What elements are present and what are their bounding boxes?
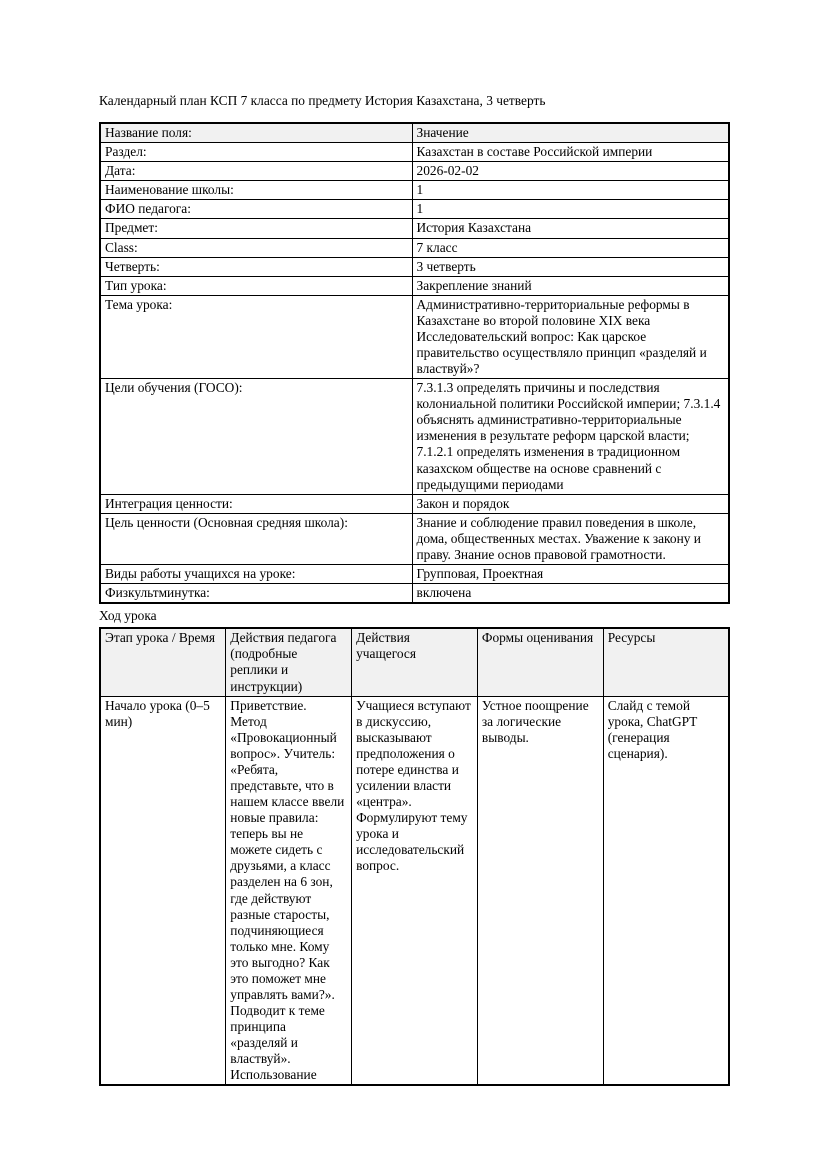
info-field-value: История Казахстана: [412, 219, 729, 238]
info-field-value: 7.3.1.3 определять причины и последствия колониальной политики Российской империи; 7.3.1.4 объяснять административно-территориальные изменения в результате реформ царской власти; 7.1.2.1 определять изменения в традиционном казахском обществе на основе сравнений с предыдущими периодами: [412, 379, 729, 495]
info-field-label: ФИО педагога:: [100, 200, 412, 219]
teacher-actions-cell: Приветствие. Метод «Провокационный вопрос». Учитель: «Ребята, представьте, что в нашем классе ввели новые правила: теперь вы не можете сидеть с друзьями, а класс разделен на 6 зон, где действуют разные старосты, подчиняющиеся только мне. Кому это выгодно? Как это поможет мне управлять вами?». Подводит к теме принципа «разделяй и властвуй». Использование: [226, 696, 352, 1085]
info-field-value: Знание и соблюдение правил поведения в школе, дома, общественных местах. Уважение к закону и праву. Знание основ правовой грамотности.: [412, 513, 729, 564]
info-row-class: [100, 238, 729, 257]
info-field-value: Групповая, Проектная: [412, 565, 729, 584]
info-field-label: Интеграция ценности:: [100, 494, 412, 513]
info-field-value: Закон и порядок: [412, 494, 729, 513]
info-field-value: 7 класс: [412, 238, 729, 257]
info-row-school: [100, 181, 729, 200]
info-field-value: 3 четверть: [412, 257, 729, 276]
lesson-flow-table: [99, 627, 730, 1086]
info-row-lesson-topic: [100, 295, 729, 378]
info-field-label: Цели обучения (ГОСО):: [100, 379, 412, 495]
info-field-value: 1: [412, 181, 729, 200]
info-row-data: [100, 162, 729, 181]
info-field-label: Тип урока:: [100, 276, 412, 295]
info-row-lesson-type: [100, 276, 729, 295]
info-row-work-types: [100, 565, 729, 584]
lesson-header-resources: Ресурсы: [603, 628, 729, 696]
info-field-label: Виды работы учащихся на уроке:: [100, 565, 412, 584]
info-header-field: Название поля:: [100, 123, 412, 143]
info-field-value: включена: [412, 584, 729, 604]
info-header-row: [100, 123, 729, 143]
info-field-label: Наименование школы:: [100, 181, 412, 200]
info-header-value: Значение: [412, 123, 729, 143]
info-field-value: 1: [412, 200, 729, 219]
stage-cell: Начало урока (0–5 мин): [100, 696, 226, 1085]
info-row-razdel: [100, 143, 729, 162]
info-field-label: Раздел:: [100, 143, 412, 162]
info-row-values-integration: [100, 494, 729, 513]
student-actions-cell: Учащиеся вступают в дискуссию, высказывают предположения о потере единства и усилении власти «центра». Формулируют тему урока и исследовательский вопрос.: [352, 696, 478, 1085]
lesson-header-teacher-actions: Действия педагога (подробные реплики и инструкции): [226, 628, 352, 696]
assessment-cell: Устное поощрение за логические выводы.: [477, 696, 603, 1085]
document-content: [99, 93, 728, 1086]
info-field-label: Цель ценности (Основная средняя школа):: [100, 513, 412, 564]
info-row-values-goal: [100, 513, 729, 564]
info-row-physical-minute: [100, 584, 729, 604]
info-row-learning-goals: [100, 379, 729, 495]
lesson-header-assessment: Формы оценивания: [477, 628, 603, 696]
lesson-info-table: [99, 122, 730, 604]
lesson-header-row: [100, 628, 729, 696]
info-field-value: 2026-02-02: [412, 162, 729, 181]
lesson-header-student-actions: Действия учащегося: [352, 628, 478, 696]
info-row-quarter: [100, 257, 729, 276]
info-field-label: Тема урока:: [100, 295, 412, 378]
info-row-teacher-name: [100, 200, 729, 219]
lesson-row-start: [100, 696, 729, 1085]
info-field-value: Закрепление знаний: [412, 276, 729, 295]
document-title: Календарный план КСП 7 класса по предмету История Казахстана, 3 четверть: [99, 93, 546, 108]
info-field-value: Казахстан в составе Российской империи: [412, 143, 729, 162]
info-field-label: Предмет:: [100, 219, 412, 238]
info-field-label: Четверть:: [100, 257, 412, 276]
info-row-subject: [100, 219, 729, 238]
info-field-value: Административно-территориальные реформы в Казахстане во второй половине XIX века Исследовательский вопрос: Как царское правительство осуществляло принцип «разделяй и властвуй»?: [412, 295, 729, 378]
info-field-label: Физкультминутка:: [100, 584, 412, 604]
resources-cell: Слайд с темой урока, ChatGPT (генерация сценария).: [603, 696, 729, 1085]
lesson-header-stage: Этап урока / Время: [100, 628, 226, 696]
info-field-label: Дата:: [100, 162, 412, 181]
info-field-label: Class:: [100, 238, 412, 257]
section-heading-lesson-flow: Ход урока: [99, 608, 157, 624]
